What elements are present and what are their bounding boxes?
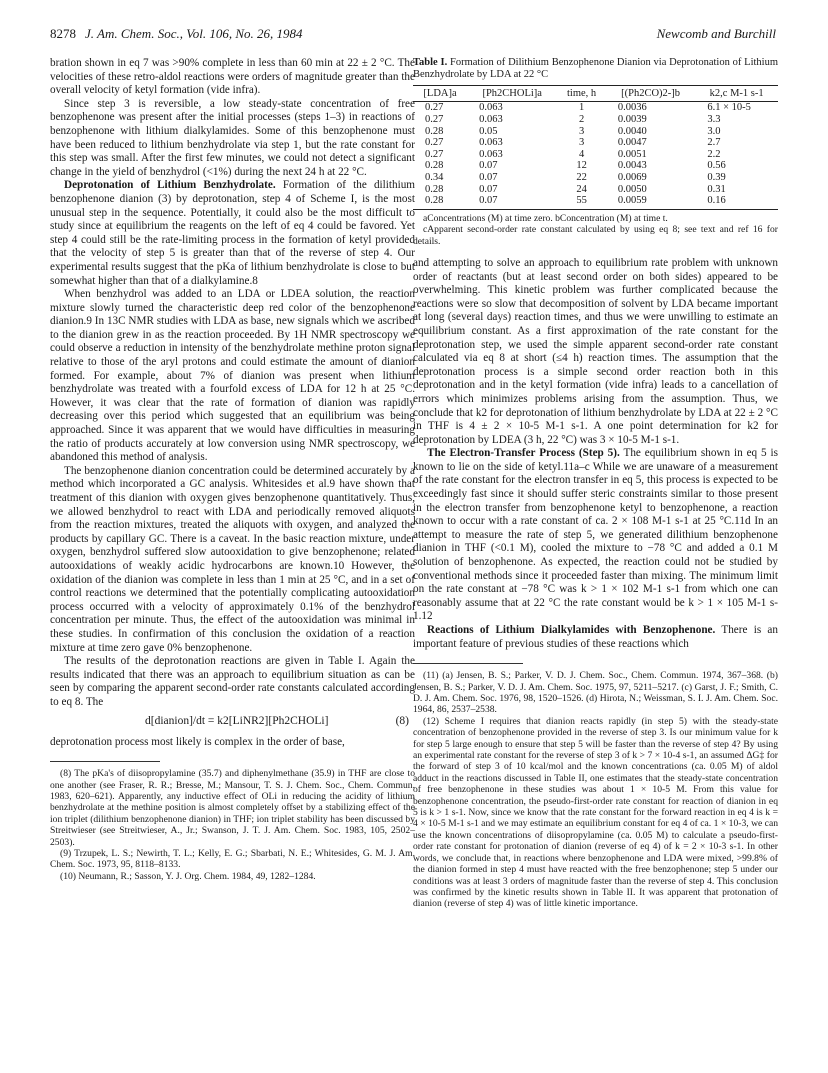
table-cell: 1 bbox=[578, 102, 585, 114]
footnote-9: (9) Trzupek, L. S.; Newirth, T. L.; Kelly, E. G.; Sbarbati, N. E.; Whitesides, G. M. J. Am. Chem. Soc. 1973, 95, 8118–8133. bbox=[50, 847, 415, 871]
table-cell: 0.27 bbox=[425, 148, 444, 160]
table-note: cApparent second-order rate constant calculated by using eq 8; see text and ref 16 for details. bbox=[413, 224, 778, 247]
table-cell: 3 bbox=[578, 125, 585, 137]
paragraph: The benzophenone dianion concentration could be determined accurately by a method which incorporated a GC analysis. Whitesides et al.9 have shown that treatment of this dianion with oxygen gives benzophenone quantitatively. Thus, we allowed benzhydrol to react with LDA and periodically removed aliquots from the reaction mixtures, treated the aliquots with oxygen, and analyzed the products by capillary GC. There is a caveat. In the basic reaction mixture, under oxygen, benzhydrol suffered slow autooxidation to give benzophenone; related autooxidations of weakly acidic hydrocarbons are known.10 However, the oxidation of the dianion was complete in less than 1 min at 25 °C, and in a set of control reactions we determined that the potentially complicating autooxidation process occurred with a velocity of approximately 0.1% of the benzhydrol concentration per minute. Thus, the effect of the autooxidation was minimal in these studies. In confirmation of this conclusion the oxidation of a reaction mixture at time zero gave 0% benzophenone. bbox=[50, 464, 415, 654]
paragraph: bration shown in eq 7 was >90% complete in less than 60 min at 22 ± 2 °C. The velocities of these retro-aldol reactions were orders of magnitude greater than the overall velocity of ketyl formation (vide infra). bbox=[50, 57, 415, 97]
column-header: [(Ph2CO)2-]b bbox=[606, 85, 695, 102]
table-row bbox=[413, 102, 778, 114]
footnotes bbox=[413, 670, 778, 910]
table-cell: 55 bbox=[576, 195, 587, 207]
column-header: [LDA]a bbox=[413, 85, 467, 102]
table-cell: 0.0059 bbox=[617, 195, 647, 207]
table-label: Table I. bbox=[413, 57, 448, 68]
table-cell: 3.3 bbox=[707, 114, 721, 125]
paragraph-text: There is an important feature of previous studies of these reactions which bbox=[413, 624, 778, 650]
table-cell: 0.0036 bbox=[617, 102, 647, 114]
table-cell: 2 bbox=[578, 114, 585, 125]
table-cell: 0.063 bbox=[479, 137, 503, 149]
table-row bbox=[413, 149, 778, 161]
paragraph bbox=[413, 624, 778, 651]
table-cell: 0.0050 bbox=[617, 183, 647, 195]
footnote-11: (11) (a) Jensen, B. S.; Parker, V. D. J. Chem. Soc., Chem. Commun. 1974, 367–368. (b) Jensen, B. S.; Parker, V. D. J. Am. Chem. Soc. 1975, 97, 5211–5217. (c) Garst, J. F.; Smith, C. D. J. Am. Chem. Soc. 1976, 98, 1520–1526. (d) Hirota, N.; Weissman, S. I. J. Am. Chem. Soc. 1964, 86, 2537–2538. bbox=[413, 670, 778, 716]
table-cell: 0.0039 bbox=[617, 114, 647, 125]
paragraph-text: Formation of the dilithium benzophenone dianion (3) by deprotonation, step 4 of Scheme I, is the most unusual step in the sequence. Potentially, it could also be the most difficult to study since at equilibrium the reagents on the left of eq 4 could be favored. Yet step 4 could still be the rate-limiting process in the formation of ketyl provided that the velocity of step 5 is greater than that of the reverse of step 4. Our experimental results suggest that the pKa of lithium benzhydrolate is close to but somewhat higher than that of a dialkylamine.8 bbox=[50, 179, 415, 287]
table-notes bbox=[413, 213, 778, 247]
journal-citation: J. Am. Chem. Soc., Vol. 106, No. 26, 1984 bbox=[85, 26, 303, 41]
footnote-12: (12) Scheme I requires that dianion reacts rapidly (in step 5) with the steady-state concentration of benzophenone provided in the reverse of step 3. Is our minimum value for k for step 5 large enough to ensure that step 5 will be faster than the reverse of step 4? By using an experimental rate constant for the reverse of step 3 of k > 7 × 10-4 s-1, an assumed ΔG‡ for the forward of step 3 of 10 kcal/mol and the known concentrations (ca. 0.05 M) of aldol adduct in the reactions discussed in Table II, one estimates that the steady-state concentration of free benzophenone in these studies was about 1 × 10-5 M. From this value for benzophenone concentration, the pseudo-first-order rate constant for reaction of dianion in eq 5 is k > 1 s-1. Now, since we know that the rate constant for the forward reaction in eq 4 is k = 4 × 10-5 M-1 s-1 and we may estimate an equilibrium constant for eq 4 of ca. 1 × 10-3, we can use the known concentrations of diisopropylamine (ca. 0.05 M) to calculate a pseudo-first-order rate constant for protonation of dianion (reverse of eq 4) of k = 2 × 10-3 s-1. In other words, we conclude that, in reactions where benzophenone and LDA were mixed, >99.8% of the dianion formed in step 4 must have reacted with the free benzophenone; step 5 under our conditions was at least 3 orders of magnitude faster than the reverse of step 4. This conclusion was confirmed by the kinetic results shown in Table II. It was apparent that protonation of dianion (reverse of step 4) was of little kinetic importance. bbox=[413, 715, 778, 910]
table-cell: 0.28 bbox=[425, 125, 444, 137]
footnote-10: (10) Neumann, R.; Sasson, Y. J. Org. Chem. 1984, 49, 1282–1284. bbox=[60, 870, 316, 882]
page-number: 8278 bbox=[50, 26, 76, 41]
table-cell: 0.07 bbox=[479, 195, 498, 207]
table-cell: 0.063 bbox=[479, 102, 503, 114]
table-cell: 2.7 bbox=[707, 137, 721, 149]
table-cell: 0.07 bbox=[479, 183, 498, 195]
table-cell: 3.0 bbox=[707, 125, 721, 137]
left-column bbox=[50, 57, 415, 882]
paragraph-text: The equilibrium shown in eq 5 is known to lie on the side of ketyl.11a–c While we are unaware of a measurement of the rate constant for the electron transfer in eq 5, this process is expected to be exceedingly fast since it should suffer steric constraints similar to those present in the electron transfer from benzophenone ketyl to benzophenone, a reaction known to occur with a rate constant of ca. 2 × 108 M-1 s-1 at 25 °C.11d In an attempt to measure the rate of step 5, we generated dilithium benzophenone dianion in THF (<0.1 M), cooled the mixture to −78 °C and added a 0.1 M solution of benzophenone. As expected, the reaction could not be studied by conventional methods since it proceeded faster than mixing. The minimum limit on the rate constant at −78 °C was k > 1 × 102 M-1 s-1 from which one can reasonably assume that at 22 °C the rate constant would be k > 1 × 105 M-1 s-1.12 bbox=[413, 447, 778, 623]
paragraph: and attempting to solve an approach to equilibrium rate problem with unknown order of reactants (but at least second order on both sides) appeared to be overwhelming. This kinetic problem was further complicated because the reactions were so slow that decomposition of solvent by LDA became important at long (several days) reaction times, and thus we were unwilling to estimate an equilibrium constant. As a first approximation of the rate constant for the deprotonation step, we used the simple apparent second-order rate constant calculated via eq 8 at short (≤4 h) reaction times. The assumption that the deprotonation process is a simple second order reaction both in this deprotonation and in the ketyl formation (vide infra) leads to a cancellation of errors which minimizes problems arising from the assumption. Thus, we conclude that k2 for deprotonation of lithium benzhydrolate by LDA at 22 ± 2 °C in THF is 4 ± 2 × 10-5 M-1 s-1. A one point determination for k2 for deprotonation by LDEA (3 h, 22 °C) was 3 × 10-5 M-1 s-1. bbox=[413, 256, 778, 446]
table-note: aConcentrations (M) at time zero. bConcentration (M) at time t. bbox=[423, 212, 668, 224]
section-heading: The Electron-Transfer Process (Step 5). bbox=[427, 447, 620, 460]
paragraph: Since step 3 is reversible, a low steady-state concentration of free benzophenone was present after the initial processes (steps 1–3) in reactions of benzophenone with lithium dialkylamides. Some of this benzophenone must have been reduced to lithium benzhydrolate via step 1, but the rate constant for this step was small. After the first few minutes, we could not detect a significant change in the yield of benzhydrol (<1%) during the next 24 h at 22 °C. bbox=[50, 97, 415, 178]
table-cell: 0.28 bbox=[425, 183, 444, 195]
table-header-row bbox=[413, 85, 778, 102]
table-cell: 6.1 × 10-5 bbox=[707, 102, 751, 114]
table-cell: 22 bbox=[576, 171, 587, 183]
table-row bbox=[413, 195, 778, 207]
section-heading: Reactions of Lithium Dialkylamides with Benzophenone. bbox=[427, 624, 716, 636]
paragraph bbox=[413, 447, 778, 624]
table-cell: 0.39 bbox=[707, 171, 726, 183]
table-row bbox=[413, 184, 778, 196]
table-cell: 0.0040 bbox=[617, 125, 647, 137]
column-header: k2,c M-1 s-1 bbox=[695, 85, 778, 102]
table-bottom-rule bbox=[413, 209, 778, 210]
table-cell: 0.05 bbox=[479, 125, 498, 137]
footnote-divider bbox=[50, 761, 160, 762]
table-cell: 0.27 bbox=[425, 114, 444, 125]
right-column bbox=[413, 57, 778, 910]
table-cell: 12 bbox=[576, 160, 587, 172]
table-cell: 0.07 bbox=[479, 160, 498, 172]
footnote-8: (8) The pKa's of diisopropylamine (35.7) and diphenylmethane (35.9) in THF are close to one another (see Fraser, R. R.; Bresse, M.; Mansour, T. S. J. Chem. Soc., Chem. Commun. 1983, 620–621). Apparently, any inductive effect of OLi in reducing the acidity of lithium benzhydrolate at the methine position is almost completely offset by a stabilizing effect of the ion triplet (dilithium benzophenone dianion) in THF; ion triplet stability has been discussed by Streitwieser (see Streitwieser, A., Jr.; Swanson, J. T. J. Am. Chem. Soc. 1983, 105, 2502–2503). bbox=[50, 768, 415, 848]
table-caption-text: Formation of Dilithium Benzophenone Dianion via Deprotonation of Lithium Benzhydrolate by LDA at 22 °C bbox=[413, 57, 778, 81]
footnote-divider bbox=[413, 663, 523, 664]
table-cell: 0.0043 bbox=[617, 160, 647, 172]
table-cell: 3 bbox=[578, 137, 585, 149]
table-cell: 2.2 bbox=[707, 148, 721, 160]
table-cell: 0.0051 bbox=[617, 148, 647, 160]
paragraph: The results of the deprotonation reactions are given in Table I. Again the results indicated that there was an approach to equilibrium situation as can be seen by comparing the apparent second-order rate constants calculated according to eq 8. The bbox=[50, 655, 415, 708]
section-heading: Deprotonation of Lithium Benzhydrolate. bbox=[64, 179, 276, 192]
table-cell: 0.31 bbox=[707, 183, 726, 195]
table-row bbox=[413, 172, 778, 184]
table-cell: 0.0047 bbox=[617, 137, 647, 149]
table-cell: 0.27 bbox=[425, 137, 444, 149]
equation-number: (8) bbox=[395, 714, 409, 727]
table-cell: 0.063 bbox=[479, 114, 503, 125]
table-cell: 0.34 bbox=[425, 171, 444, 183]
table-cell: 0.16 bbox=[707, 195, 726, 207]
table-cell: 24 bbox=[576, 183, 587, 195]
table-row bbox=[413, 137, 778, 149]
table-cell: 4 bbox=[578, 148, 585, 160]
table-cell: 0.07 bbox=[479, 171, 498, 183]
table-row bbox=[413, 160, 778, 172]
running-authors: Newcomb and Burchill bbox=[656, 26, 776, 41]
table-caption bbox=[413, 57, 778, 82]
column-header: time, h bbox=[557, 85, 605, 102]
footnotes bbox=[50, 768, 415, 882]
table-cell: 0.063 bbox=[479, 148, 503, 160]
table-cell: 0.28 bbox=[425, 160, 444, 172]
table-cell: 0.27 bbox=[425, 102, 444, 114]
paragraph: deprotonation process most likely is complex in the order of base, bbox=[50, 735, 345, 748]
table-cell: 0.28 bbox=[425, 195, 444, 207]
table-cell: 0.0069 bbox=[617, 171, 647, 183]
paragraph: When benzhydrol was added to an LDA or LDEA solution, the reaction mixture slowly turned the characteristic deep red color of the benzophenone dianion.9 In 13C NMR studies with LDA as base, new signals which we ascribed to the dianion grew in as the reaction proceeded. By 1H NMR spectroscopy we could observe a reduction in intensity of the benzhydrolate methine proton signal relative to those of the aryl protons and could estimate the amount of dianion formed. For example, about 7% of dianion was present when lithium benzhydrolate was treated with a fourfold excess of LDA for 12 h at 25 °C. However, it was clear that the rate of formation of dianion was rapidly decreasing over this period which suggested that an equilibrium was being approached. Since it was apparent that we would have difficulties in measuring the ratio of products accurately at low conversion using NMR spectroscopy, we abandoned this method of analysis. bbox=[50, 288, 415, 464]
page-header bbox=[50, 26, 776, 46]
equation-8 bbox=[50, 715, 415, 731]
column-header: [Ph2CHOLi]a bbox=[467, 85, 557, 102]
table-cell: 0.56 bbox=[707, 160, 726, 172]
table-row bbox=[413, 114, 778, 126]
paragraph bbox=[50, 179, 415, 288]
table-row bbox=[413, 126, 778, 138]
equation-expression: d[dianion]/dt = k2[LiNR2][Ph2CHOLi] bbox=[145, 714, 329, 727]
table-1 bbox=[413, 85, 778, 207]
